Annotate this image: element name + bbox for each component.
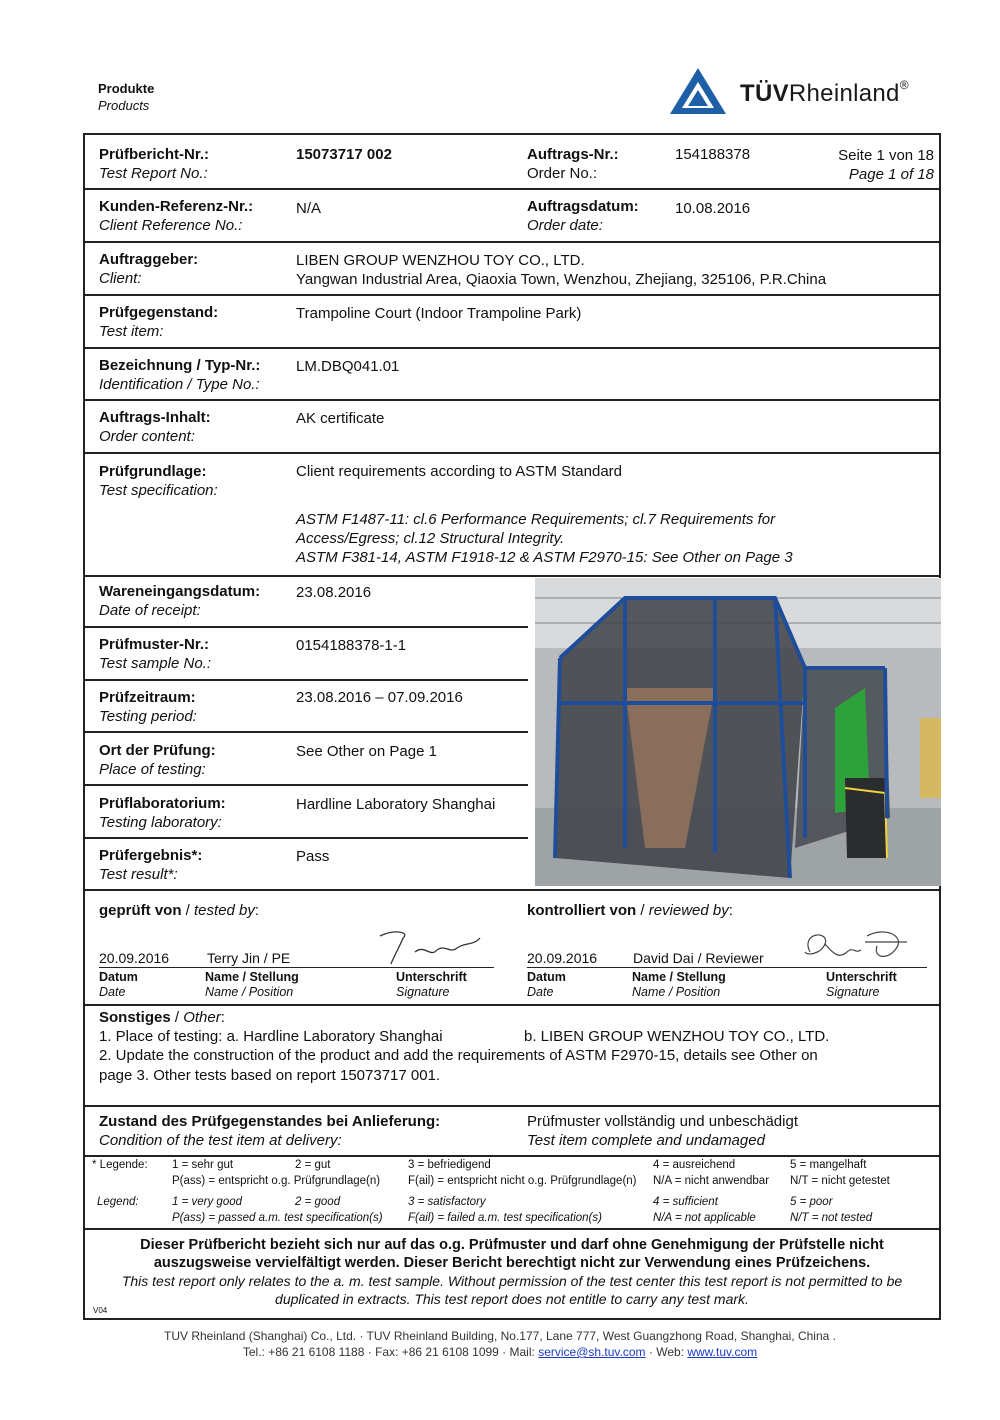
legend-en-5: 5 = poor (790, 1196, 833, 1208)
test-spec-label (99, 462, 218, 500)
page-number-de: Seite 1 von 18 (838, 147, 934, 164)
order-date-label-en: Order date: (527, 217, 603, 234)
tested-name: Terry Jin / PE (207, 950, 291, 966)
logo-text: Rheinland (788, 80, 900, 107)
divider (83, 399, 941, 401)
result-label-en: Test result*: (99, 866, 178, 883)
col-name-en: Name / Position (632, 985, 721, 999)
other-line-3: page 3. Other tests based on report 15073717 001. (99, 1067, 441, 1084)
period-value: 23.08.2016 – 07.09.2016 (296, 689, 463, 706)
legend-en-3: 3 = satisfactory (408, 1196, 486, 1208)
test-spec-label-en: Test specification: (99, 482, 218, 499)
other-heading: Sonstiges / Other: (99, 1009, 225, 1026)
reviewed-date: 20.09.2016 (527, 950, 598, 966)
client-label-de: Auftraggeber: (99, 251, 199, 268)
order-content-value: AK certificate (296, 410, 385, 427)
period-label (99, 688, 197, 726)
footer-web-label: · Web: (648, 1345, 684, 1359)
condition-value-en: Test item complete and undamaged (527, 1132, 765, 1149)
tested-by-heading: geprüft von / tested by: (99, 902, 260, 919)
signature-line-reviewed (527, 967, 927, 968)
condition-value-de: Prüfmuster vollständig und unbeschädigt (527, 1113, 798, 1130)
col-date-reviewed (527, 970, 566, 1000)
client-label-en: Client: (99, 270, 142, 287)
client-address: Yangwan Industrial Area, Qiaoxia Town, Wenzhou, Zhejiang, 325106, P.R.China (296, 271, 827, 288)
reviewed-name: David Dai / Reviewer (633, 950, 764, 966)
col-name-de: Name / Stellung (632, 970, 726, 984)
product-photo (535, 578, 941, 886)
legend-en2-3: N/A = not applicable (653, 1212, 756, 1224)
order-no-label-de: Auftrags-Nr.: (527, 146, 619, 163)
divider (83, 1155, 941, 1157)
test-item-value: Trampoline Court (Indoor Trampoline Park) (296, 305, 582, 322)
disclaimer-en (85, 1272, 939, 1308)
result-label (99, 846, 202, 884)
footer-web-link[interactable]: www.tuv.com (687, 1345, 758, 1359)
sample-label (99, 635, 211, 673)
footer-mail-label: Mail: (509, 1345, 535, 1359)
sample-label-en: Test sample No.: (99, 655, 211, 672)
legend-label-de: * Legende: (92, 1159, 148, 1171)
lab-label-en: Testing laboratory: (99, 814, 222, 831)
col-name-en: Name / Position (205, 985, 294, 999)
test-item-label-de: Prüfgegenstand: (99, 304, 219, 321)
tested-signature-icon (375, 924, 485, 968)
col-date-de: Datum (527, 970, 566, 984)
test-spec-detail-2: Access/Egress; cl.12 Structural Integrity. (296, 530, 565, 547)
test-spec-detail (296, 510, 793, 567)
legend-en-4: 4 = sufficient (653, 1196, 718, 1208)
condition-label-de: Zustand des Prüfgegenstandes bei Anlieferung: (99, 1113, 441, 1130)
other-line-1a: 1. Place of testing: a. Hardline Laboratory Shanghai (99, 1028, 443, 1045)
sample-value: 0154188378-1-1 (296, 637, 407, 654)
test-spec-detail-1: ASTM F1487-11: cl.6 Performance Requirements; cl.7 Requirements for (296, 511, 776, 528)
footer-address: TUV Rheinland (Shanghai) Co., Ltd. · TUV Rheinland Building, No.177, Lane 777, West Guangzhong Road, Shanghai, China . (164, 1329, 836, 1343)
reviewed-by-heading: kontrolliert von / reviewed by: (527, 902, 733, 919)
legend-de-4: 4 = ausreichend (653, 1159, 736, 1171)
place-label (99, 741, 216, 779)
order-no-label-en: Order No.: (527, 165, 598, 182)
footer-contact (60, 1344, 940, 1360)
footer-mail-link[interactable]: service@sh.tuv.com (538, 1345, 646, 1359)
legend-en2-1: P(ass) = passed a.m. test specification(s) (172, 1212, 383, 1224)
order-date-value: 10.08.2016 (675, 200, 751, 217)
tuv-logo: TÜVRheinland® (668, 66, 948, 116)
legend-de2-2: F(ail) = entspricht nicht o.g. Prüfgrundlage(n) (408, 1175, 637, 1187)
client-name: LIBEN GROUP WENZHOU TOY CO., LTD. (296, 252, 585, 269)
legend-en2-4: N/T = not tested (790, 1212, 873, 1224)
col-name-reviewed (632, 970, 726, 1000)
client-label (99, 250, 198, 288)
identification-value: LM.DBQ041.01 (296, 358, 400, 375)
divider (83, 294, 941, 296)
client-ref-label-en: Client Reference No.: (99, 217, 243, 234)
place-label-de: Ort der Prüfung: (99, 742, 216, 759)
divider (83, 889, 941, 891)
legend-de2-4: N/T = nicht getestet (790, 1175, 890, 1187)
disclaimer-de-2: auszugsweise vervielfältigt werden. Dieser Bericht berechtigt nicht zur Verwendung eines Prüfzeichens. (153, 1255, 871, 1271)
version-label: V04 (93, 1306, 108, 1315)
report-no-label-de: Prüfbericht-Nr.: (99, 146, 210, 163)
disclaimer-de-1: Dieser Prüfbericht bezieht sich nur auf das o.g. Prüfmuster und darf ohne Genehmigung der Prüfstelle nicht (140, 1237, 884, 1253)
legend-en-2: 2 = good (295, 1196, 341, 1208)
products-label-en: Products (98, 98, 150, 113)
col-sig-en: Signature (826, 985, 880, 999)
identification-label-en: Identification / Type No.: (99, 376, 260, 393)
divider (83, 575, 941, 577)
signature-line-tested (99, 967, 494, 968)
order-content-label-en: Order content: (99, 428, 195, 445)
condition-label (99, 1112, 440, 1150)
legend-de-5: 5 = mangelhaft (790, 1159, 867, 1171)
disclaimer-en-1: This test report only relates to the a. m. test sample. Without permission of the test center this test report is not permitted to be (121, 1273, 903, 1289)
col-name-de: Name / Stellung (205, 970, 299, 984)
disclaimer-en-2: duplicated in extracts. This test report does not entitle to carry any test mark. (275, 1291, 749, 1307)
legend-de-2: 2 = gut (295, 1159, 331, 1171)
col-sig-en: Signature (396, 985, 450, 999)
legend-de2-3: N/A = nicht anwendbar (653, 1175, 770, 1187)
col-date-en: Date (99, 985, 126, 999)
test-spec-value: Client requirements according to ASTM Standard (296, 463, 622, 480)
result-value: Pass (296, 848, 330, 865)
trampoline-court-image (535, 578, 941, 886)
col-date-tested (99, 970, 138, 1000)
products-header (98, 80, 154, 114)
test-item-label-en: Test item: (99, 323, 164, 340)
page-number (838, 146, 934, 184)
col-sig-reviewed (826, 970, 897, 1000)
client-ref-label (99, 197, 253, 235)
divider (83, 241, 941, 243)
divider (83, 347, 941, 349)
divider (83, 626, 528, 628)
test-spec-label-de: Prüfgrundlage: (99, 463, 207, 480)
place-label-en: Place of testing: (99, 761, 206, 778)
legend-en-1: 1 = very good (172, 1196, 243, 1208)
other-line-2: 2. Update the construction of the product and add the requirements of ASTM F2970-15, details see Other on (99, 1047, 818, 1064)
other-label-en: Other (183, 1009, 221, 1026)
condition-label-en: Condition of the test item at delivery: (99, 1132, 342, 1149)
order-content-label-de: Auftrags-Inhalt: (99, 409, 211, 426)
client-ref-label-de: Kunden-Referenz-Nr.: (99, 198, 254, 215)
divider (83, 452, 941, 454)
order-no-value: 154188378 (675, 146, 751, 163)
divider (83, 837, 528, 839)
col-date-en: Date (527, 985, 554, 999)
sample-label-de: Prüfmuster-Nr.: (99, 636, 210, 653)
reviewed-signature-icon (795, 922, 915, 968)
other-label-de: Sonstiges (99, 1009, 171, 1026)
col-sig-tested (396, 970, 467, 1000)
report-no-value: 15073717 002 (296, 146, 392, 163)
divider (83, 1004, 941, 1006)
result-label-de: Prüfergebnis*: (99, 847, 203, 864)
receipt-label-en: Date of receipt: (99, 602, 201, 619)
legend-de-3: 3 = befriedigend (408, 1159, 491, 1171)
logo-registered: ® (899, 78, 909, 92)
divider (83, 731, 528, 733)
receipt-value: 23.08.2016 (296, 584, 372, 601)
order-date-label (527, 197, 639, 235)
lab-label (99, 794, 226, 832)
period-label-de: Prüfzeitraum: (99, 689, 196, 706)
tuv-triangle-icon (668, 66, 728, 116)
col-sig-de: Unterschrift (826, 970, 897, 984)
reviewed-by-en: reviewed by (648, 902, 729, 919)
divider (83, 784, 528, 786)
client-value (296, 251, 826, 289)
tested-by-en: tested by (194, 902, 255, 919)
test-item-label (99, 303, 218, 341)
report-no-label-en: Test Report No.: (99, 165, 208, 182)
col-date-de: Datum (99, 970, 138, 984)
col-sig-de: Unterschrift (396, 970, 467, 984)
report-no-label (99, 145, 209, 183)
legend-en2-2: F(ail) = failed a.m. test specification(s) (408, 1212, 602, 1224)
lab-value: Hardline Laboratory Shanghai (296, 796, 496, 813)
client-ref-value: N/A (296, 200, 322, 217)
products-label-de: Produkte (98, 81, 155, 96)
other-line-1b: b. LIBEN GROUP WENZHOU TOY CO., LTD. (524, 1028, 830, 1045)
order-no-label (527, 145, 619, 183)
order-date-label-de: Auftragsdatum: (527, 198, 639, 215)
identification-label-de: Bezeichnung / Typ-Nr.: (99, 357, 261, 374)
divider (83, 188, 941, 190)
divider (83, 679, 528, 681)
reviewed-by-de: kontrolliert von (527, 902, 637, 919)
receipt-label-de: Wareneingangsdatum: (99, 583, 261, 600)
legend-de-1: 1 = sehr gut (172, 1159, 234, 1171)
page-number-en: Page 1 of 18 (848, 166, 934, 183)
order-content-label (99, 408, 211, 446)
legend-label-en: Legend: (97, 1196, 139, 1208)
divider (83, 1105, 941, 1107)
receipt-label (99, 582, 260, 620)
col-name-tested (205, 970, 299, 1000)
place-value: See Other on Page 1 (296, 743, 437, 760)
divider (83, 1228, 941, 1230)
tested-date: 20.09.2016 (99, 950, 170, 966)
legend-de2-1: P(ass) = entspricht o.g. Prüfgrundlage(n) (172, 1175, 381, 1187)
test-spec-detail-3: ASTM F381-14, ASTM F1918-12 & ASTM F2970-15: See Other on Page 3 (296, 549, 793, 566)
period-label-en: Testing period: (99, 708, 197, 725)
lab-label-de: Prüflaboratorium: (99, 795, 226, 812)
condition-value (527, 1112, 798, 1150)
tested-by-de: geprüft von (99, 902, 182, 919)
disclaimer-de (85, 1236, 939, 1272)
footer-tel: Tel.: +86 21 6108 1188 · Fax: +86 21 6108 1099 · (242, 1345, 507, 1359)
identification-label (99, 356, 260, 394)
